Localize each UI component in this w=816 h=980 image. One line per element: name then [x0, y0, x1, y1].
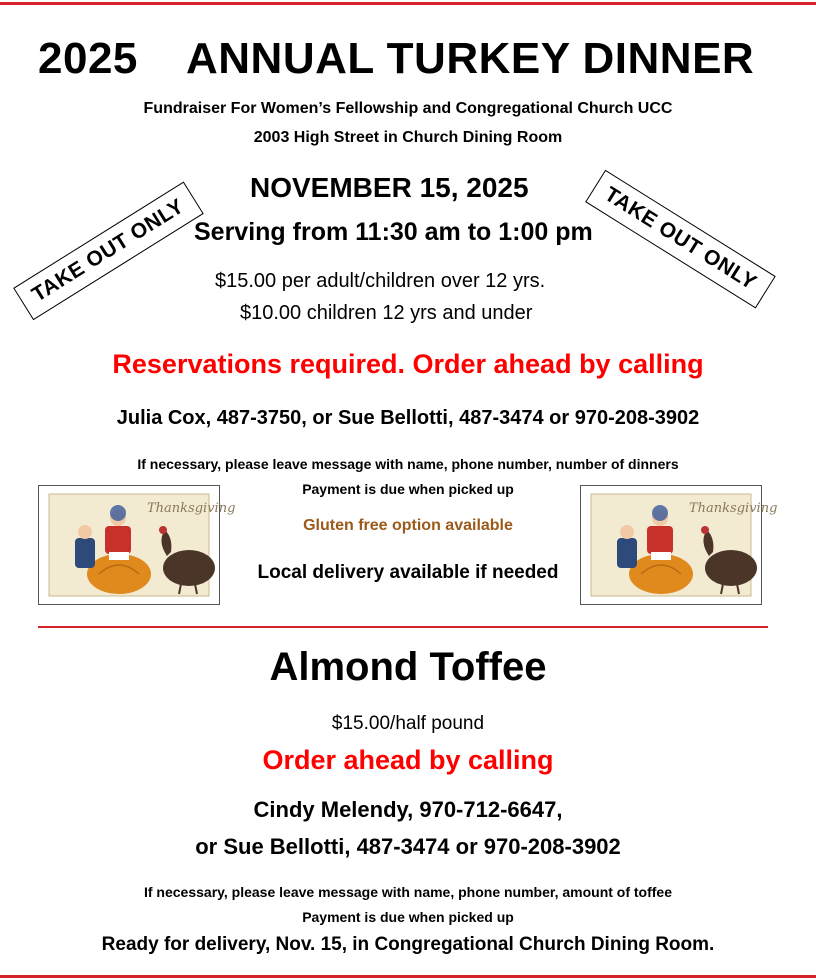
- price-adult: $15.00 per adult/children over 12 yrs.: [215, 270, 546, 292]
- take-out-stamp-left: TAKE OUT ONLY: [13, 182, 203, 320]
- postcard-caption: Thanksgiving: [147, 501, 236, 516]
- toffee-ready-note: Ready for delivery, Nov. 15, in Congregational Church Dining Room.: [101, 934, 715, 955]
- page-title: ANNUAL TURKEY DINNER: [186, 34, 755, 83]
- section-divider: [38, 626, 768, 628]
- toffee-price: $15.00/half pound: [331, 713, 485, 734]
- toffee-contact-line2: or Sue Bellotti, 487-3474 or 970-208-3902: [195, 834, 621, 859]
- toffee-message-note: If necessary, please leave message with name, phone number, amount of toffee: [143, 884, 673, 900]
- thanksgiving-illustration-left: [39, 486, 236, 604]
- postcard-caption: Thanksgiving: [689, 501, 778, 516]
- dinner-date: NOVEMBER 15, 2025: [250, 172, 529, 203]
- serving-time: Serving from 11:30 am to 1:00 pm: [194, 218, 593, 246]
- thanksgiving-postcard-right: [580, 485, 778, 605]
- subtitle-location: 2003 High Street in Church Dining Room: [253, 129, 563, 146]
- toffee-contact-line1: Cindy Melendy, 970-712-6647,: [253, 797, 563, 822]
- top-rule: [0, 2, 816, 5]
- reservations-required: Reservations required. Order ahead by calling: [112, 349, 704, 379]
- title-year: 2025: [38, 34, 138, 83]
- dinner-payment-note: Payment is due when picked up: [302, 481, 514, 497]
- thanksgiving-illustration-right: [581, 486, 778, 604]
- take-out-stamp-right: TAKE OUT ONLY: [585, 170, 775, 308]
- toffee-payment-note: Payment is due when picked up: [302, 909, 514, 925]
- dinner-contacts: Julia Cox, 487-3750, or Sue Bellotti, 487-3474 or 970-208-3902: [116, 407, 700, 429]
- dinner-message-note: If necessary, please leave message with name, phone number, number of dinners: [137, 456, 679, 472]
- thanksgiving-postcard-left: [38, 485, 236, 605]
- subtitle-fundraiser: Fundraiser For Women’s Fellowship and Congregational Church UCC: [143, 100, 673, 117]
- toffee-title: Almond Toffee: [269, 645, 547, 689]
- local-delivery-note: Local delivery available if needed: [257, 562, 559, 583]
- toffee-order-ahead: Order ahead by calling: [262, 745, 554, 775]
- bottom-rule: [0, 975, 816, 978]
- price-child: $10.00 children 12 yrs and under: [240, 302, 533, 324]
- gluten-free-note: Gluten free option available: [303, 517, 513, 534]
